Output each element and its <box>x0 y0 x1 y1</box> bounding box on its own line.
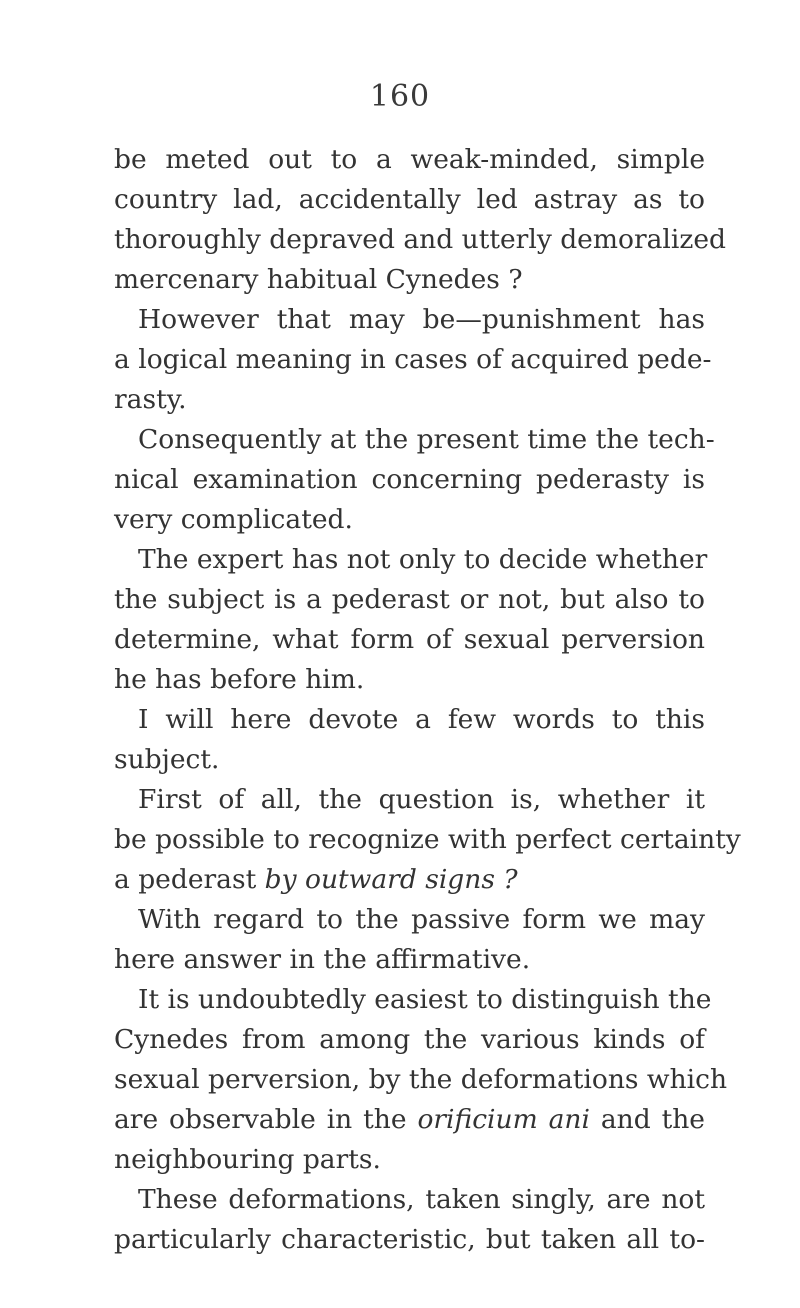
text-line: neighbouring parts. <box>114 1144 381 1175</box>
text-line: here answer in the affirmative. <box>114 944 531 975</box>
text-line: country lad, accidentally led astray as to <box>114 184 705 215</box>
text-line: Cynedes from among the various kinds of <box>114 1024 705 1055</box>
text-line: very complicated. <box>114 504 353 535</box>
text-line: These deformations, taken singly, are not <box>138 1184 705 1215</box>
text-line <box>114 860 705 900</box>
emphasized-text: by outward signs ? <box>264 864 518 895</box>
text-line: Consequently at the present time the tech- <box>138 424 715 455</box>
text-line: However that may be—punishment has <box>138 304 705 335</box>
text-line: I will here devote a few words to this <box>138 704 705 735</box>
text-segment: a pederast <box>114 864 265 895</box>
text-line: rasty. <box>114 384 187 415</box>
text-line: a logical meaning in cases of acquired pede- <box>114 344 712 375</box>
text-line: subject. <box>114 744 220 775</box>
text-line: he has before him. <box>114 664 365 695</box>
text-line: The expert has not only to decide whether <box>138 544 708 575</box>
text-line: nical examination concerning pederasty is <box>114 464 705 495</box>
text-line: be possible to recognize with perfect certainty <box>114 824 741 855</box>
text-segment: and the <box>589 1104 705 1135</box>
text-line: It is undoubtedly easiest to distinguish the <box>138 984 712 1015</box>
text-line: determine, what form of sexual perversion <box>114 624 705 655</box>
page-number: 160 <box>369 79 431 114</box>
text-line <box>114 1100 705 1140</box>
text-line: First of all, the question is, whether it <box>138 784 705 815</box>
text-line: the subject is a pederast or not, but also to <box>114 584 705 615</box>
text-line: With regard to the passive form we may <box>138 904 705 935</box>
emphasized-text: orificium ani <box>417 1104 590 1135</box>
text-line: sexual perversion, by the deformations which <box>114 1064 728 1095</box>
text-line: particularly characteristic, but taken all to- <box>114 1224 705 1255</box>
text-line: be meted out to a weak-minded, simple <box>114 144 705 175</box>
text-line: thoroughly depraved and utterly demoralized <box>114 224 726 255</box>
text-line: mercenary habitual Cynedes ? <box>114 264 523 295</box>
text-segment: are observable in the <box>114 1104 418 1135</box>
body-text <box>114 140 741 1260</box>
